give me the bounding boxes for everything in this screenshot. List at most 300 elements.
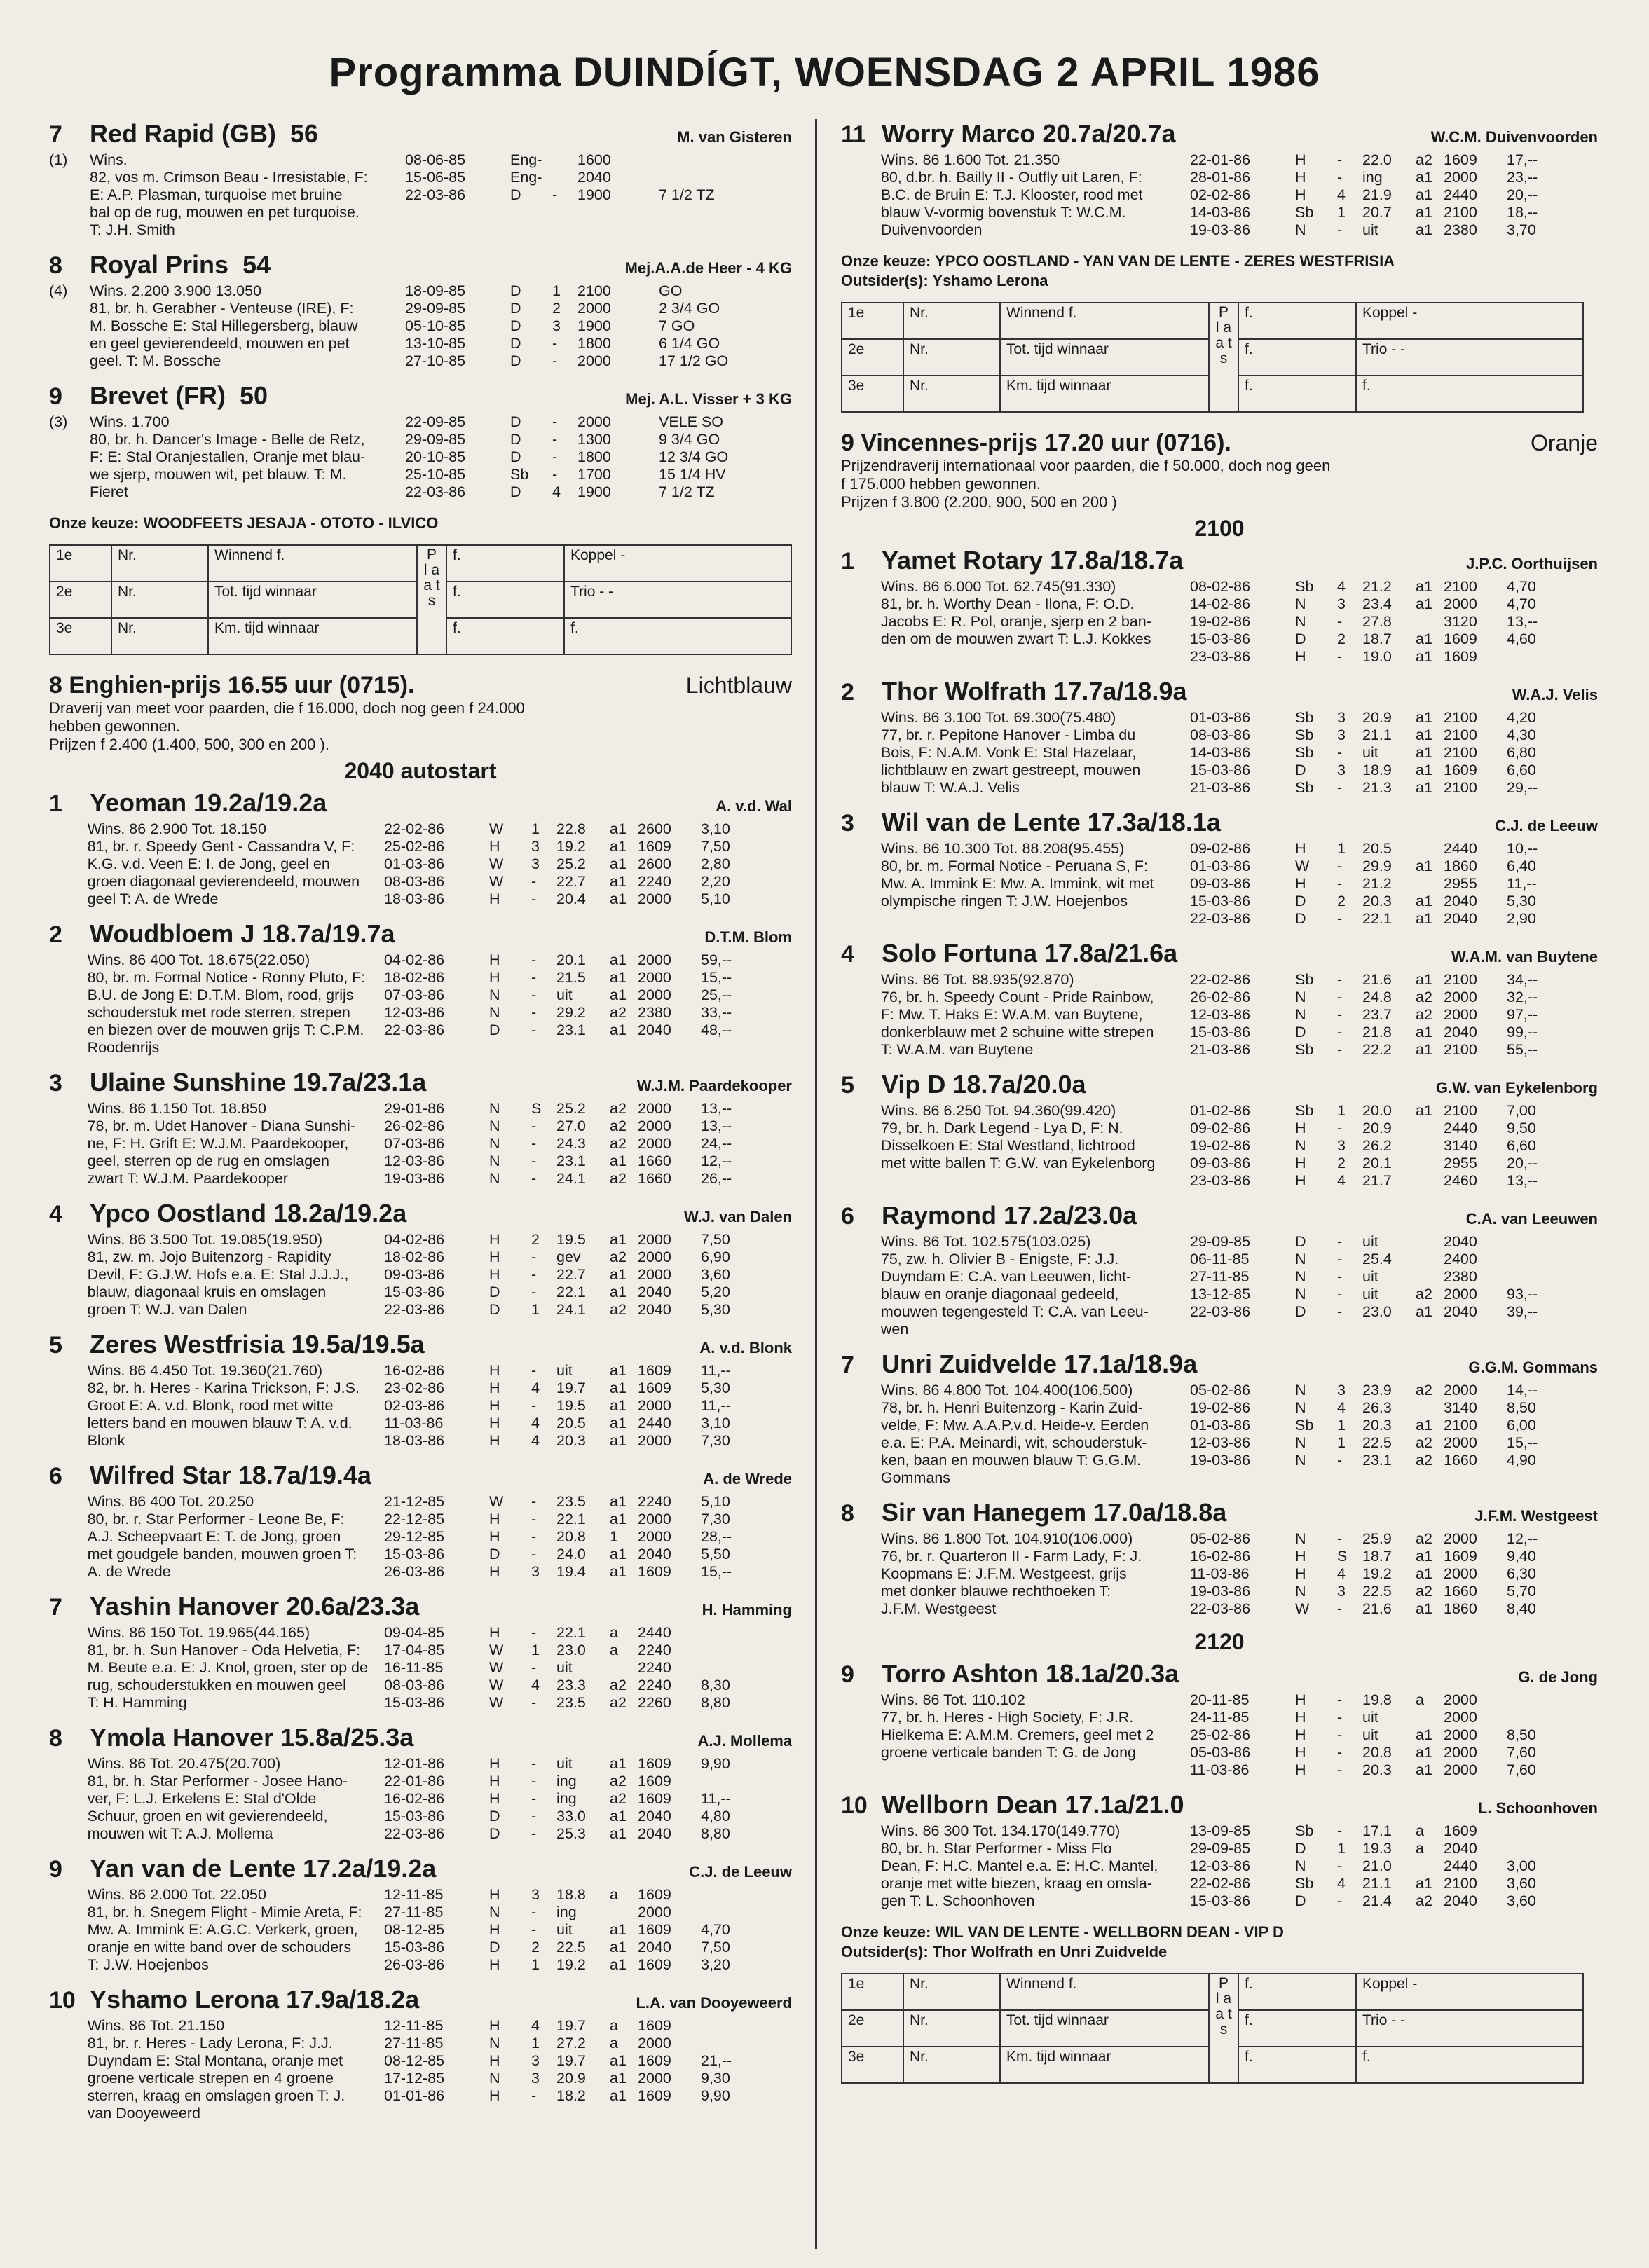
result-cell: 2040 [1444,1892,1477,1909]
result-cell: 5,50 [701,1546,730,1562]
horse-description [881,151,1190,239]
horse-header [841,939,1598,971]
result-cell: a1 [610,1022,627,1038]
result-cell: a1 [610,1362,627,1379]
description-line: Devil, F: G.J.W. Hofs e.a. E: Stal J.J.J., [87,1266,349,1283]
result-cell: 29.2 [556,1004,586,1021]
result-row [1190,186,1598,204]
horse-entry [49,919,792,1057]
description-line: lichtblauw en zwart gestreept, mouwen [880,762,1141,778]
result-cell: 2240 [638,1493,671,1510]
description-line: E: A.P. Plasman, turquoise met bruine [90,186,343,203]
winner-field: Winnend f. [1000,303,1209,339]
description-line: groene verticale banden T: G. de Jong [880,1744,1137,1761]
nr-field: Nr. [903,2047,1000,2083]
result-cell: 2040 [1444,1024,1477,1040]
result-cell: 2100 [577,282,611,299]
result-row [1190,578,1598,596]
result-cell: - [1337,1709,1343,1726]
result-cell: 20.3 [1362,1761,1392,1778]
result-cell: 2040 [638,1022,671,1038]
result-cell: a1 [1416,744,1432,761]
result-cell: a2 [610,1118,627,1134]
result-cell: D [510,448,521,465]
result-cell: 16-02-86 [1190,1548,1251,1565]
result-cell: 25,-- [701,987,732,1003]
horse-name: Yashin Hanover 20.6a/23.3a [90,1592,420,1621]
result-cell [1416,1233,1444,1251]
horse-description [881,578,1190,666]
result-cell: gev [556,1249,581,1265]
result-cell: 4 [1337,1565,1346,1582]
result-cell: 12-03-86 [1190,1006,1251,1023]
result-cell: 7,30 [701,1511,730,1527]
recent-results [384,1231,792,1319]
driver-name: W.J.M. Paardekooper [636,1077,792,1094]
description-line: 77, br. h. Heres - High Society, F: J.R. [880,1709,1134,1726]
result-cell: 6,60 [1507,1137,1536,1154]
result-cell: H [1295,169,1306,186]
result-cell: - [531,1755,537,1772]
horse-entry [49,1199,792,1319]
result-cell: 05-02-86 [1190,1530,1251,1547]
result-cell: a2 [610,1694,627,1711]
result-cell: a2 [1416,1006,1432,1023]
horse-header [49,250,792,282]
horse-name-wrap [882,1349,1468,1379]
description-line: Wins. 86 Tot. 20.475(20.700) [87,1755,281,1772]
horse-name-wrap [882,1201,1466,1230]
result-row [384,2017,792,2035]
result-row [384,2052,792,2070]
result-entry-row [842,1974,1583,2010]
result-cell: N [1295,1006,1306,1023]
result-row [384,838,792,855]
result-cell: 20-11-85 [1190,1691,1250,1708]
horse-name-wrap [90,1854,689,1883]
result-cell: D [510,483,521,500]
result-cell: 22-09-85 [405,413,466,430]
result-cell [631,317,659,335]
description-line: Duyndam E: Stal Montana, oranje met [87,2052,343,2069]
start-position [49,1886,88,1974]
race-title: 9 Vincennes-prijs 17.20 uur (0716). [841,429,1231,456]
result-cell: H [1295,1120,1306,1136]
result-cell: 2000 [1444,989,1477,1005]
result-cell: 2000 [1444,1565,1477,1582]
result-cell [1507,1251,1598,1268]
description-line: Wins. 86 4.450 Tot. 19.360(21.760) [87,1362,323,1379]
result-row [1190,910,1598,928]
result-cell: 2040 [638,1546,671,1562]
result-cell: - [1337,1120,1343,1136]
result-cell: a2 [1416,989,1432,1005]
result-cell: 5,30 [1507,893,1536,909]
description-line: 81, zw. m. Jojo Buitenzorg - Rapidity [87,1249,331,1265]
result-cell: H [489,1921,500,1938]
description-line: B.C. de Bruin E: T.J. Klooster, rood met [880,186,1143,203]
result-cell: 26-03-86 [384,1563,445,1580]
description-line: Wins. 86 300 Tot. 134.170(149.770) [880,1822,1121,1839]
condition-line: f 175.000 hebben gewonnen. [841,475,1041,493]
result-cell: 6,80 [1507,744,1536,761]
result-cell: - [531,1362,537,1379]
horse-description [88,2017,384,2122]
result-cell: 12 3/4 GO [659,448,729,465]
horse-entry [841,808,1598,928]
result-cell: H [489,1886,500,1903]
horse-header [49,919,792,951]
result-cell: 15-03-86 [1190,762,1251,778]
recent-results [1190,1382,1598,1487]
result-cell: 20.9 [1362,1120,1392,1136]
horse-name-wrap [90,1068,637,1097]
result-cell: - [531,1153,537,1169]
result-cell: 27-11-85 [384,1904,444,1920]
result-cell: a1 [610,820,627,837]
horse-name-wrap [882,939,1451,968]
result-cell [701,2035,792,2052]
result-cell: 1609 [638,2052,671,2069]
result-cell: 7,50 [701,1939,730,1956]
result-row [384,1677,792,1694]
result-row [1190,1233,1598,1251]
result-cell: 22.1 [556,1284,586,1300]
winner-field: Km. tijd winnaar [208,618,417,654]
result-cell: D [510,413,521,430]
result-cell: 15-03-86 [1190,893,1251,909]
result-cell: a1 [610,838,627,855]
description-line: groen diagonaal gevierendeeld, mouwen [87,873,360,890]
horse-name-wrap [90,250,625,280]
result-cell: W [1295,858,1310,874]
result-cell: a1 [610,1755,627,1772]
result-cell: 21.0 [1362,1857,1392,1874]
result-cell: H [1295,648,1306,665]
description-line: Schuur, groen en wit gevierendeeld, [87,1808,328,1824]
result-cell: - [1337,1268,1343,1285]
result-cell: N [1295,221,1306,238]
result-cell: D [1295,910,1306,927]
horse-number: 1 [841,548,854,575]
result-row [384,1546,792,1563]
winner-field: Km. tijd winnaar [1000,376,1209,412]
result-cell: 3 [531,2052,540,2069]
result-cell: H [489,1362,500,1379]
result-cell: 19-03-86 [1190,221,1251,238]
result-cell: 15-03-86 [384,1284,445,1300]
result-row [1190,727,1598,744]
horse-number: 5 [841,1072,854,1099]
result-row [405,282,792,300]
result-cell: - [531,951,537,968]
result-cell: N [489,2035,500,2051]
result-cell: 2040 [1444,893,1477,909]
result-cell: 26.2 [1362,1137,1392,1154]
driver-name: A. de Wrede [703,1470,792,1487]
result-cell: - [1337,779,1343,796]
result-cell: H [489,1956,500,1973]
result-cell: - [1337,1303,1343,1320]
result-cell: 12-03-86 [384,1004,445,1021]
result-cell: H [489,969,500,986]
result-cell: 11,-- [701,1362,731,1379]
horse-number: 8 [49,1725,62,1752]
result-cell: 4 [531,2017,540,2034]
horse-name: Yeoman 19.2a/19.2a [90,788,327,817]
horse-name: Raymond 17.2a/23.0a [882,1201,1137,1230]
result-cell: 13,-- [701,1118,732,1134]
result-cell: 48,-- [701,1022,732,1038]
nr-field: Nr. [111,545,208,582]
description-line: en geel gevierendeeld, mouwen en pet [90,335,350,352]
result-cell: Sb [1295,1822,1314,1839]
result-cell: 2000 [1444,1726,1477,1743]
description-line: 81, br. h. Worthy Dean - Ilona, F: O.D. [880,596,1135,612]
our-pick [49,514,792,533]
horse-body [841,1382,1598,1487]
result-cell: - [1337,1024,1343,1040]
result-cell: - [1337,1744,1343,1761]
result-row [384,1511,792,1528]
horse-name-wrap [882,546,1466,575]
horse-header [841,677,1598,709]
horse-header [841,1201,1598,1233]
result-cell: 27.0 [556,1118,586,1134]
horse-description [88,820,384,908]
result-row [405,317,792,335]
result-cell: 2040 [577,169,611,186]
result-cell: 08-03-86 [384,1677,445,1693]
result-cell: 14-03-86 [1190,204,1251,221]
result-cell: 2000 [577,300,611,317]
result-row [384,1642,792,1659]
result-cell: 2955 [1444,875,1477,892]
horse-name: Wil van de Lente 17.3a/18.1a [882,808,1221,837]
horse-name-wrap [882,1790,1478,1820]
result-cell: VELE SO [659,413,724,430]
result-cell: 05-03-86 [1190,1744,1251,1761]
result-cell: 1660 [638,1170,671,1187]
result-cell [701,1642,792,1659]
description-line: 79, br. h. Dark Legend - Lya D, F: N. [880,1120,1123,1136]
horse-entry [841,677,1598,797]
result-cell: a1 [1416,727,1432,743]
result-cell: 19.7 [556,2017,586,2034]
result-cell: 2000 [1444,596,1477,612]
result-cell [631,300,659,317]
result-cell: H [489,1773,500,1789]
description-line: 78, br. m. Udet Hanover - Diana Sunshi- [87,1118,355,1134]
result-cell: 1609 [638,1921,671,1938]
result-cell: a1 [610,2070,627,2087]
result-cell: 21.7 [1362,1172,1392,1189]
result-cell: - [531,1624,537,1641]
result-cell: 29-09-85 [1190,1840,1251,1857]
horse-entry [841,939,1598,1059]
result-cell: 25.9 [1362,1530,1392,1547]
result-cell: 16-11-85 [384,1659,444,1676]
result-cell: 4,70 [1507,578,1536,595]
result-cell: N [489,987,500,1003]
description-line: gen T: L. Schoonhoven [880,1892,1035,1909]
result-cell: 1660 [1444,1583,1477,1600]
result-cell: N [1295,1137,1306,1154]
result-cell: 2240 [638,873,671,890]
start-position [49,820,88,908]
horse-body [841,709,1598,797]
result-cell: 22-03-86 [405,186,466,203]
result-cell: - [1337,1251,1343,1267]
result-cell: 09-03-86 [384,1266,445,1283]
result-cell: - [531,1118,537,1134]
result-cell: 18.9 [1362,762,1392,778]
result-cell: - [552,186,558,203]
winner-field: Tot. tijd winnaar [208,582,417,618]
left-column [49,119,792,2133]
horse-name: Brevet (FR) [90,381,226,410]
start-position [49,1624,88,1712]
result-row [384,1380,792,1397]
start-position: (4) [49,282,68,299]
result-cell: 1900 [577,186,611,203]
horse-number: 1 [49,790,62,817]
result-cell: 2000 [638,891,671,907]
result-cell: Sb [1295,744,1314,761]
result-cell: H [1295,1726,1306,1743]
result-cell: 7,50 [701,1231,730,1248]
description-line: geel T: A. de Wrede [87,891,219,907]
description-line: Wins. 86 1.600 Tot. 21.350 [880,151,1060,168]
result-row [1190,1024,1598,1041]
horse-name-wrap [90,1592,702,1621]
horse-body [841,151,1598,239]
result-row [384,1755,792,1773]
result-cell: - [531,891,537,907]
result-cell: a [610,2035,618,2051]
result-cell [631,335,659,352]
result-cell: 13-10-85 [405,335,466,352]
result-cell: - [531,1808,537,1824]
result-cell: 4 [1337,1875,1346,1892]
start-position [841,1530,881,1618]
result-cell: 1800 [577,335,611,352]
result-cell: 3,20 [701,1956,730,1973]
horse-entry [49,1330,792,1450]
result-cell: 19-02-86 [1190,1137,1251,1154]
result-cell: 1 [1337,1102,1346,1119]
race-header-block [49,672,792,784]
result-cell: - [1337,744,1343,761]
horse-name: Unri Zuidvelde 17.1a/18.9a [882,1349,1198,1378]
result-row [1190,1726,1598,1744]
result-cell: a1 [610,1825,627,1842]
result-cell [701,2017,792,2035]
result-cell: D [489,1022,500,1038]
result-cell: 12-11-85 [384,1886,444,1903]
horse-name: Royal Prins [90,250,229,279]
result-cell: 27.8 [1362,613,1392,630]
result-cell: 24-11-85 [1190,1709,1250,1726]
result-cell: 22.5 [1362,1583,1392,1600]
horse-number: 11 [841,121,866,148]
result-cell: a1 [610,1939,627,1956]
race-color: Oranje [1530,430,1598,455]
result-cell: Sb [1295,578,1314,595]
result-cell: 2460 [1444,1172,1477,1189]
result-row [1190,858,1598,875]
result-cell: H [1295,1761,1306,1778]
result-cell: 2 [1337,1155,1346,1171]
result-cell: a1 [1416,1565,1432,1582]
result-row [384,2035,792,2052]
recent-results [1190,1822,1598,1910]
result-cell: 2000 [1444,1530,1477,1547]
nr-field: Nr. [903,339,1000,376]
result-cell: 2 [1337,893,1346,909]
result-cell [552,169,577,186]
result-cell: 17-04-85 [384,1642,445,1658]
result-cell: 20.0 [1362,1102,1392,1119]
result-row [384,1886,792,1904]
result-cell: 22-01-86 [384,1773,445,1789]
description-line: 80, br. r. Star Performer - Leone Be, F: [87,1511,345,1527]
description-line: 82, br. h. Heres - Karina Trickson, F: J.S. [87,1380,360,1396]
result-cell: - [1337,971,1343,988]
race-distance: 2040 autostart [344,758,497,783]
result-cell: 04-02-86 [384,951,445,968]
result-cell: GO [659,282,683,299]
result-cell: D [1295,1233,1306,1250]
result-row [384,2087,792,2105]
result-cell: 15,-- [701,1563,732,1580]
trio-field: Trio - - [564,582,791,618]
description-line: Bois, F: N.A.M. Vonk E: Stal Hazelaar, [880,744,1137,761]
horse-entry [49,1854,792,1974]
result-cell: 2040 [638,1808,671,1824]
place-label: 1e [842,1974,903,2010]
result-row [1190,1286,1598,1303]
result-cell: - [531,1511,537,1527]
winner-field: Tot. tijd winnaar [1000,2010,1209,2047]
driver-name: M. van Gisteren [677,128,792,146]
result-cell: - [1337,1530,1343,1547]
description-line: letters band en mouwen blauw T: A. v.d. [87,1415,353,1431]
horse-header [49,119,792,151]
result-cell: - [552,335,558,352]
result-cell: 2040 [638,1284,671,1300]
nr-field: Nr. [903,303,1000,339]
horse-header [49,1592,792,1624]
result-cell: a1 [610,1266,627,1283]
result-cell: 2000 [638,1904,671,1920]
result-cell: uit [1362,221,1378,238]
result-cell: 2,80 [701,855,730,872]
horse-name-wrap [882,119,1431,149]
result-cell: a1 [1416,779,1432,796]
result-cell: 6,90 [701,1249,730,1265]
result-cell [631,151,659,169]
condition-line: Prijzen f 2.400 (1.400, 500, 300 en 200 ). [49,736,329,753]
result-cell: 2000 [638,1528,671,1545]
description-line: ne, F: H. Grift E: W.J.M. Paardekooper, [87,1135,349,1152]
result-cell: 28-01-86 [1190,169,1251,186]
result-cell: 20.7 [1362,204,1392,221]
result-cell: S [1337,1548,1348,1565]
result-cell: a1 [610,1397,627,1414]
result-cell: 19.7 [556,2052,586,2069]
result-cell: 2440 [638,1415,671,1431]
